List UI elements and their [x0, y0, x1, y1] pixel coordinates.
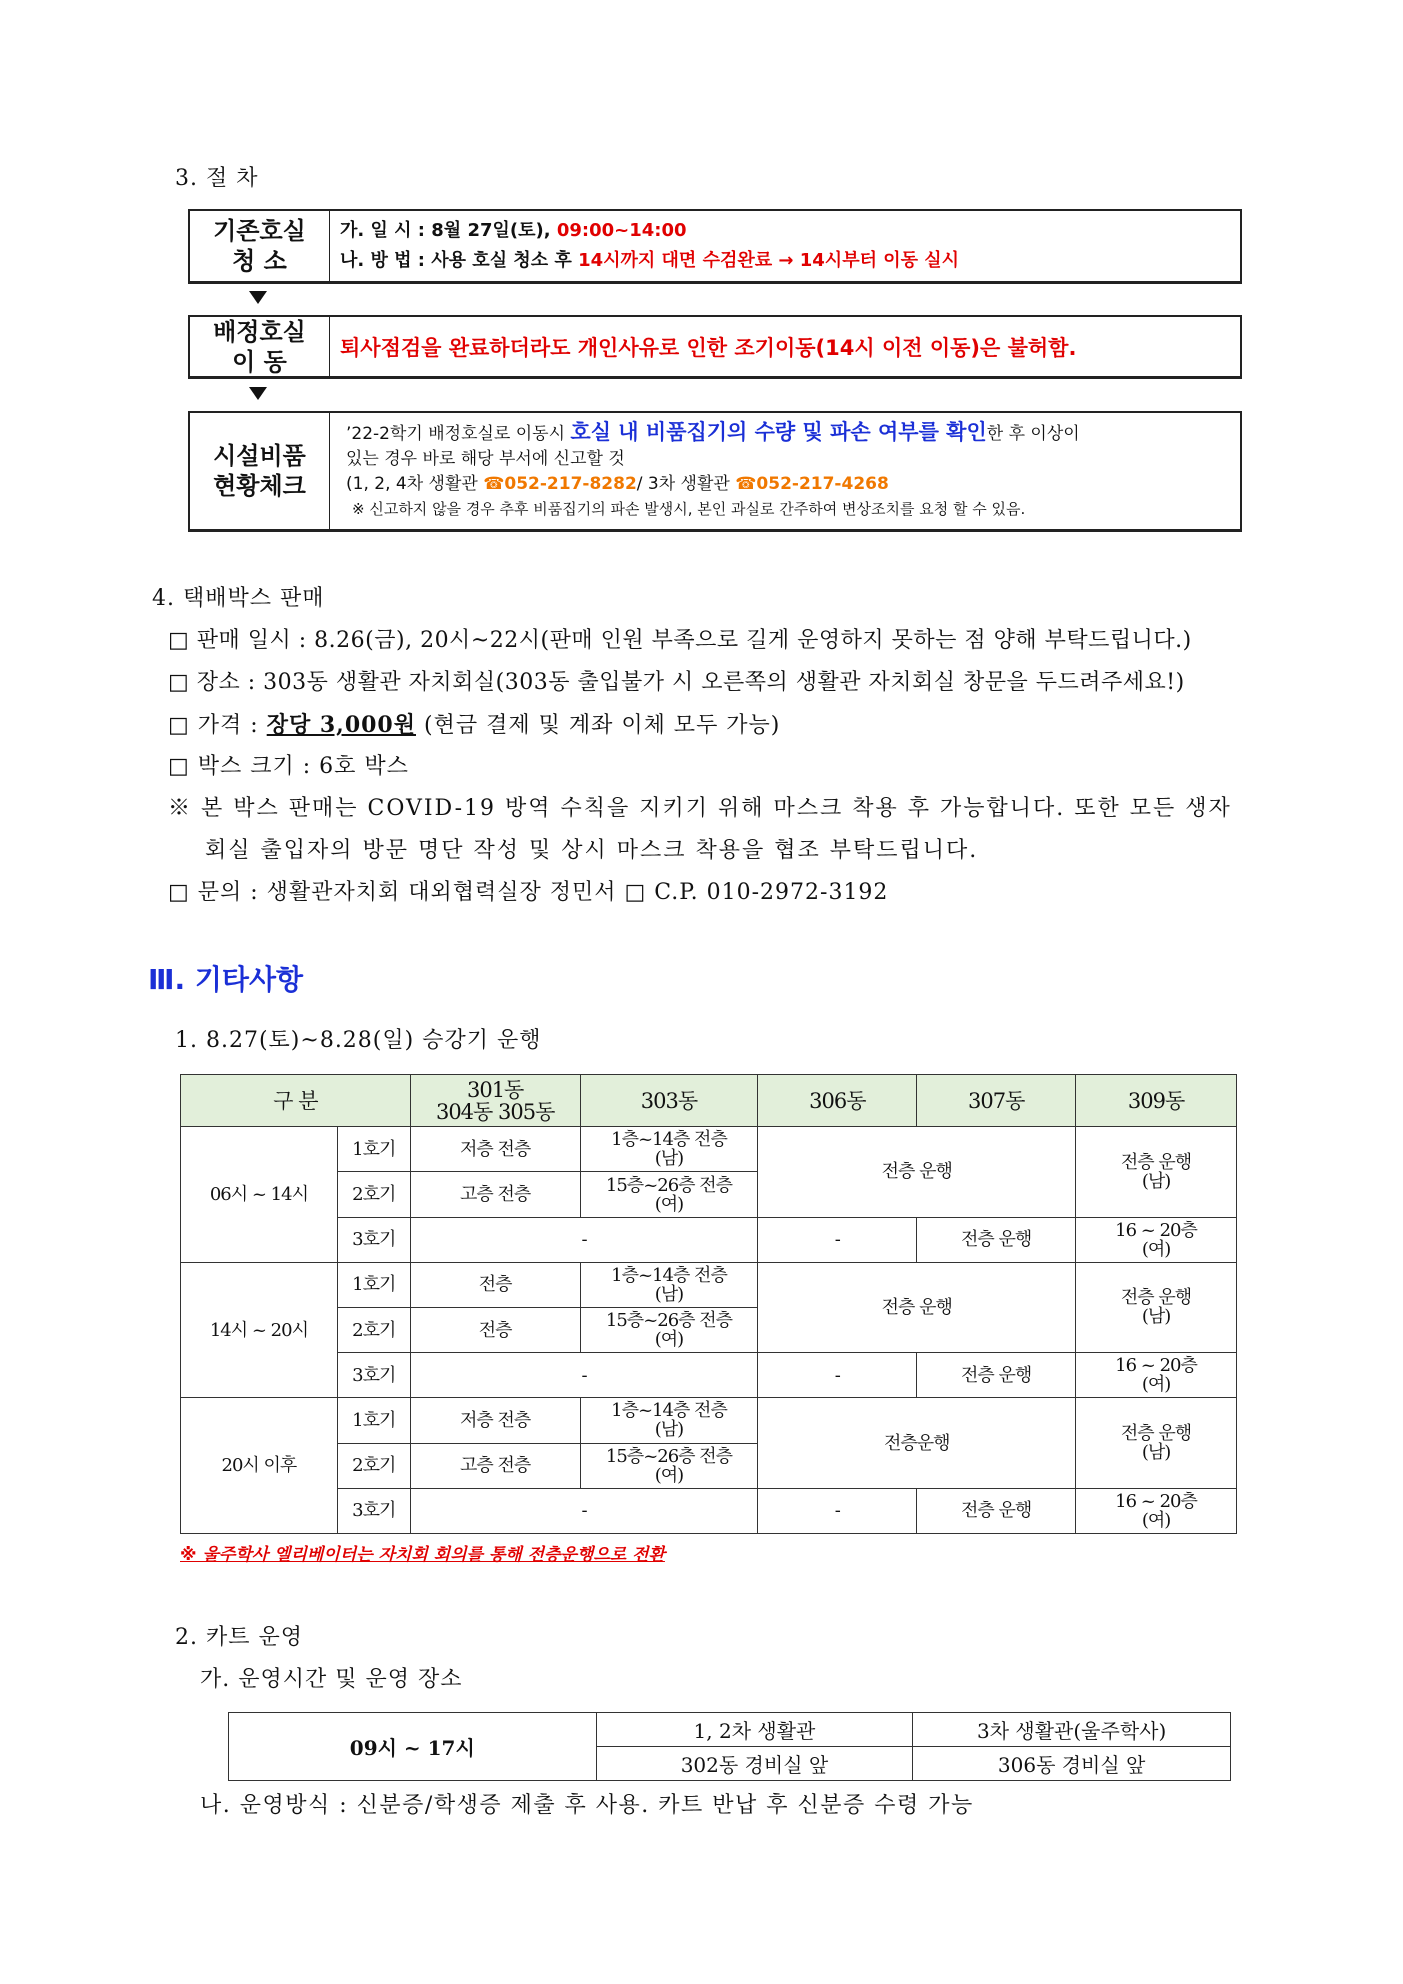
box-label-line1: 기존호실 [213, 217, 306, 245]
b309-cell: 전층 운행 (남) [1076, 1262, 1237, 1352]
header-gubun: 구 분 [181, 1075, 411, 1127]
price-item: □ 가격 : 장당 3,000원 (현금 결제 및 계좌 이체 모두 가능) [168, 712, 781, 738]
b301-cell: 전층 [410, 1307, 580, 1352]
cart-place-12: 302동 경비실 앞 [596, 1747, 913, 1781]
cart-header-3: 3차 생활관(울주학사) [913, 1713, 1231, 1747]
section-iii-title: Ⅲ. 기타사항 [148, 963, 304, 996]
header-303: 303동 [580, 1075, 758, 1127]
move-restriction-text: 퇴사점검을 완료하더라도 개인사유로 인한 조기이동(14시 이전 이동)은 불허함. [340, 335, 1077, 360]
b301-cell: 고층 전층 [410, 1443, 580, 1488]
unit-cell: 1호기 [337, 1262, 410, 1307]
period-cell: 14시 ~ 20시 [181, 1262, 338, 1398]
cart-time-cell: 09시 ~ 17시 [229, 1713, 597, 1781]
cart-header-12: 1, 2차 생활관 [596, 1713, 913, 1747]
b307-cell: 전층 운행 [917, 1488, 1076, 1533]
elevator-subtitle: 1. 8.27(토)~8.28(일) 승강기 운행 [175, 1028, 542, 1053]
elevator-table [180, 1074, 1237, 1534]
cleaning-method-line: 나. 방 법 : 사용 호실 청소 후 14시까지 대면 수검완료 → 14시부터 이동 실시 [340, 250, 960, 271]
unit-cell: 3호기 [337, 1217, 410, 1262]
unit-cell: 1호기 [337, 1398, 410, 1443]
b301-cell: 고층 전층 [410, 1172, 580, 1217]
section4-title: 4. 택배박스 판매 [152, 586, 325, 611]
dash-cell: - [410, 1488, 758, 1533]
down-arrow-icon [249, 387, 267, 400]
cart-subtitle: 2. 카트 운영 [175, 1625, 303, 1650]
b303-cell: 1층~14층 전층 (남) [580, 1398, 758, 1443]
unit-cell: 2호기 [337, 1307, 410, 1352]
header-309: 309동 [1076, 1075, 1237, 1127]
dash-cell: - [758, 1353, 917, 1398]
covid-note-line2: 회실 출입자의 방문 명단 작성 및 상시 마스크 착용을 협조 부탁드립니다. [205, 838, 979, 863]
b303-cell: 15층~26층 전층 (여) [580, 1172, 758, 1217]
procedure-box-facility-check [188, 411, 1242, 532]
box-label-line2: 이 동 [232, 347, 287, 376]
cleaning-date-line: 가. 일 시 : 8월 27일(토), 09:00~14:00 [340, 220, 687, 241]
b301-cell: 전층 [410, 1262, 580, 1307]
b303-cell: 15층~26층 전층 (여) [580, 1443, 758, 1488]
b306-307-cell: 전층 운행 [758, 1127, 1076, 1217]
procedure-box-cleaning [188, 209, 1242, 284]
header-306: 306동 [758, 1075, 917, 1127]
b307-cell: 전층 운행 [917, 1353, 1076, 1398]
section3-title: 3. 절 차 [175, 166, 259, 191]
b306-307-cell: 전층운행 [758, 1398, 1076, 1488]
down-arrow-icon [249, 291, 267, 304]
b301-cell: 저층 전층 [410, 1398, 580, 1443]
b309-cell: 16 ~ 20층 (여) [1076, 1217, 1237, 1262]
box-label-line1: 배정호실 [213, 317, 306, 346]
box-label-line2: 현황체크 [213, 472, 306, 500]
box-label-line2: 청 소 [232, 247, 287, 275]
header-301: 301동 304동 305동 [410, 1075, 580, 1127]
dash-cell: - [410, 1353, 758, 1398]
unit-cell: 3호기 [337, 1353, 410, 1398]
b309-cell: 전층 운행 (남) [1076, 1127, 1237, 1217]
box-size-item: □ 박스 크기 : 6호 박스 [168, 754, 409, 779]
cart-table [228, 1712, 1231, 1781]
contact-item: □ 문의 : 생활관자치회 대외협력실장 정민서 □ C.P. 010-2972-3192 [168, 880, 889, 905]
procedure-box-move [188, 315, 1242, 379]
b303-cell: 1층~14층 전층 (남) [580, 1127, 758, 1172]
b309-cell: 전층 운행 (남) [1076, 1398, 1237, 1488]
dash-cell: - [758, 1488, 917, 1533]
b306-307-cell: 전층 운행 [758, 1262, 1076, 1352]
unit-cell: 1호기 [337, 1127, 410, 1172]
elevator-note: ※ 울주학사 엘리베이터는 자치회 회의를 통해 전층운행으로 전환 [180, 1545, 665, 1565]
unit-cell: 2호기 [337, 1443, 410, 1488]
b307-cell: 전층 운행 [917, 1217, 1076, 1262]
dash-cell: - [410, 1217, 758, 1262]
period-cell: 06시 ~ 14시 [181, 1127, 338, 1263]
contact-phones-line: (1, 2, 4차 생활관 ☎052-217-8282/ 3차 생활관 ☎052-217-4268 [346, 474, 889, 494]
period-cell: 20시 이후 [181, 1398, 338, 1534]
unit-cell: 2호기 [337, 1172, 410, 1217]
sale-place-item: □ 장소 : 303동 생활관 자치회실(303동 출입불가 시 오른쪽의 생활관 자치회실 창문을 두드려주세요!) [168, 670, 1185, 695]
check-note: ※ 신고하지 않을 경우 추후 비품집기의 파손 발생시, 본인 과실로 간주하여 변상조치를 요청 할 수 있음. [352, 500, 1026, 518]
covid-note-line1: ※ 본 박스 판매는 COVID-19 방역 수칙을 지키기 위해 마스크 착용 후 가능합니다. 또한 모든 생자 [168, 796, 1232, 821]
check-instruction-line1: ’22-2학기 배정호실로 이동시 호실 내 비품집기의 수량 및 파손 여부를 확인한 후 이상이 [346, 420, 1080, 444]
sale-time-item: □ 판매 일시 : 8.26(금), 20시~22시(판매 인원 부족으로 길게 운영하지 못하는 점 양해 부탁드립니다.) [168, 628, 1192, 653]
header-307: 307동 [917, 1075, 1076, 1127]
b303-cell: 15층~26층 전층 (여) [580, 1307, 758, 1352]
box-label-line1: 시설비품 [213, 442, 306, 470]
unit-cell: 3호기 [337, 1488, 410, 1533]
dash-cell: - [758, 1217, 917, 1262]
cart-place-3: 306동 경비실 앞 [913, 1747, 1231, 1781]
cart-subsection-a: 가. 운영시간 및 운영 장소 [200, 1667, 463, 1692]
b309-cell: 16 ~ 20층 (여) [1076, 1353, 1237, 1398]
cart-subsection-b: 나. 운영방식 : 신분증/학생증 제출 후 사용. 카트 반납 후 신분증 수령 가능 [200, 1793, 974, 1818]
b309-cell: 16 ~ 20층 (여) [1076, 1488, 1237, 1533]
b301-cell: 저층 전층 [410, 1127, 580, 1172]
b303-cell: 1층~14층 전층 (남) [580, 1262, 758, 1307]
check-instruction-line2: 있는 경우 바로 해당 부서에 신고할 것 [346, 449, 625, 469]
